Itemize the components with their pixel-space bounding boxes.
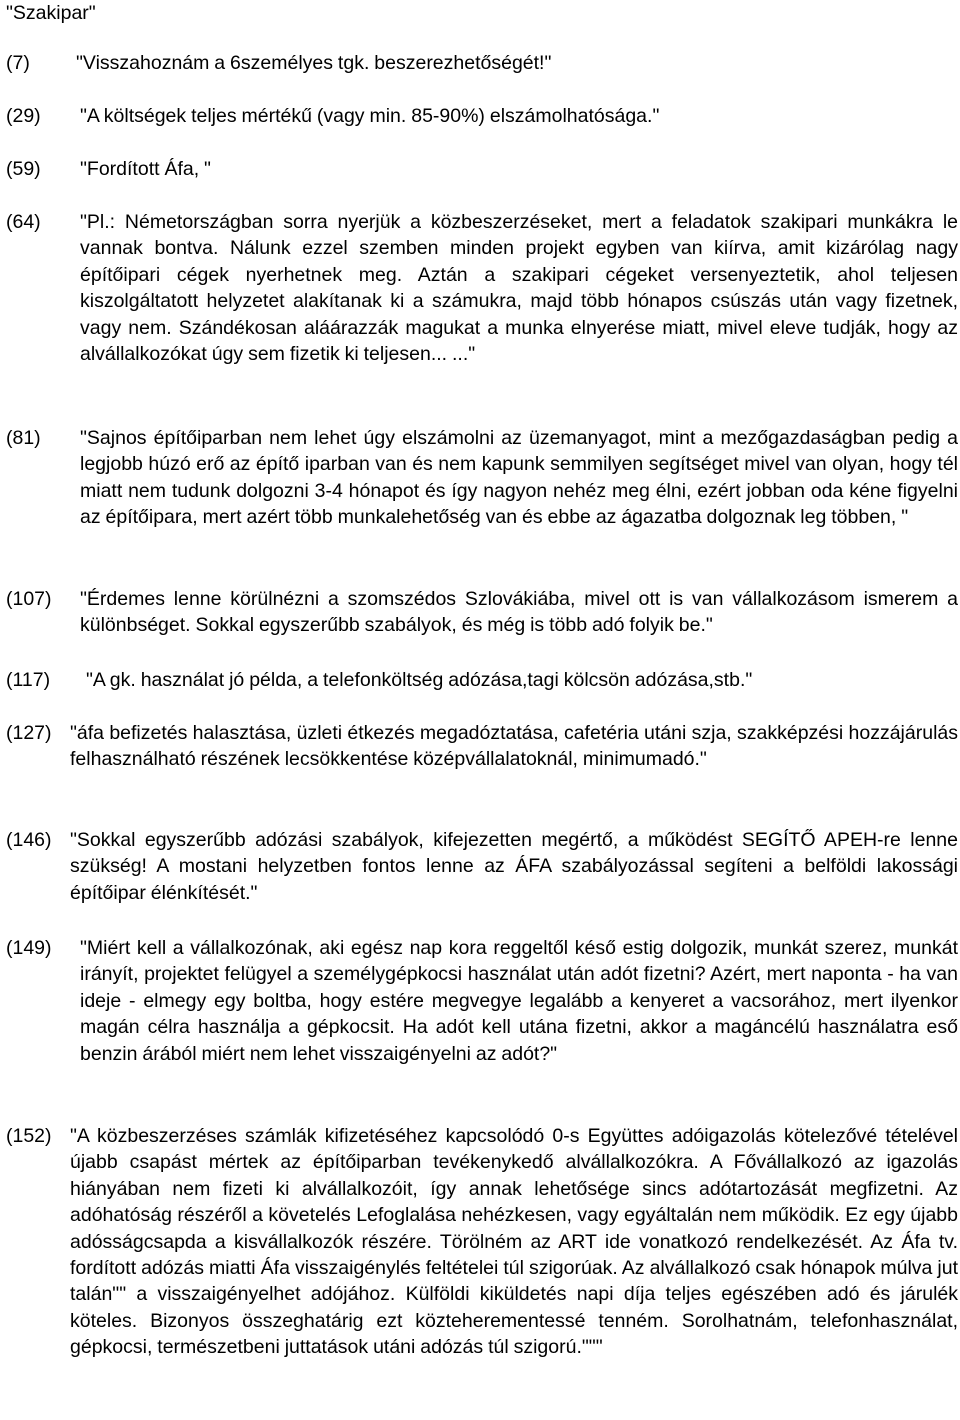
comment-number: (81) xyxy=(6,427,41,449)
comment-number: (107) xyxy=(6,588,52,610)
comment-text: "áfa befizetés halasztása, üzleti étkezés megadóztatása, cafetéria utáni szja, szakképzési hozzájárulás felhasználható részének lecsökkentése középvállalatoknál, minimumadó." xyxy=(70,722,958,771)
comment-text: "Visszahoznám a 6személyes tgk. beszerezhetőségét!" xyxy=(76,52,552,74)
comment-number: (64) xyxy=(6,211,41,233)
comment-text: "Sokkal egyszerűbb adózási szabályok, kifejezetten megértő, a működést SEGÍTŐ APEH-re lenne szükség! A mostani helyzetben fontos lenne az ÁFA szabályozással segíteni a belföldi lakossági építőipar élénkítését." xyxy=(70,829,958,904)
comment-number: (127) xyxy=(6,722,52,744)
comment-number: (7) xyxy=(6,52,30,74)
comment-number: (117) xyxy=(6,669,51,691)
comment-text: "A gk. használat jó példa, a telefonköltség adózása,tagi kölcsön adózása,stb." xyxy=(86,669,753,691)
comment-text: "Érdemes lenne körülnézni a szomszédos Szlovákiába, mivel ott is van vállalkozásom ismerem a különbséget. Sokkal egyszerűbb szabályok, és még is több adó folyik be." xyxy=(80,588,958,637)
comment-number: (29) xyxy=(6,105,41,127)
comment-number: (59) xyxy=(6,158,41,180)
comment-text: "A közbeszerzéses számlák kifizetéséhez kapcsolódó 0-s Együttes adóigazolás kötelezővé tételével újabb csapást mértek az építőiparban tevékenykedő alvállalkozókra. A Fővállalkozó az igazolás hiányában nem fizeti ki alvállalkozóit, így annak lehetősége sincs adótartozását megfizetni. Az adóhatóság részéről a követelés Lefoglalása nehézkesen, vagy egyáltalán nem működik. Ez egy újabb adósságcsapda a kisvállalkozók részére. Törölném az ART ide vonatkozó rendelkezését. Az Áfa tv. fordított adózás miatti Áfa visszaigénylés feltételei túl szigorúak. Az alvállalkozó csak hónapok múlva jut talán"" a visszaigényelhet adójához. Külföldi kiküldetés napi díja teljes egészében adó és járulék köteles. Bizonyos összeghatárig ezt közteherementessé tenném. Sorolhatnám, telefonhasználat, gépkocsi, természetbeni juttatások utáni adózás túl szigorú.""" xyxy=(70,1125,958,1359)
comment-text: "Fordított Áfa, " xyxy=(80,158,211,180)
document-heading: "Szakipar" xyxy=(6,2,96,24)
comment-text: "Miért kell a vállalkozónak, aki egész nap kora reggeltől késő estig dolgozik, munkát szerez, munkát irányít, projektet felügyel a személygépkocsi használat után adót fizetni? Azért, mert naponta - ha van ideje - elmegy egy boltba, hogy estére megvegye legalább a kenyeret a vacsorához, mert ilyenkor magán célra használja a gépkocsit. Ha adót kell utána fizetni, akkor a magáncélú használatra eső benzin árából miért nem lehet visszaigényelni az adót?" xyxy=(80,937,958,1065)
comment-number: (152) xyxy=(6,1125,52,1147)
comment-number: (149) xyxy=(6,937,52,959)
comment-text: "A költségek teljes mértékű (vagy min. 85-90%) elszámolhatósága." xyxy=(80,105,660,127)
comment-text: "Pl.: Németországban sorra nyerjük a közbeszerzéseket, mert a feladatok szakipari munkákra le vannak bontva. Nálunk ezzel szemben minden projekt egyben van kiírva, amit kizárólag nagy építőipari cégek nyerhetnek meg. Aztán a szakipari cégeket versenyeztetik, ahol teljesen kiszolgáltatott helyzetet alakítanak ki a számukra, majd több hónapos csúszás után vagy fizetnek, vagy nem. Szándékosan aláárazzák magukat a munka elnyerése miatt, mivel eleve tudják, hogy az alvállalkozókat úgy sem fizetik ki teljesen... ..." xyxy=(80,211,958,366)
comment-text: "Sajnos építőiparban nem lehet úgy elszámolni az üzemanyagot, mint a mezőgazdaságban pedig a legjobb húzó erő az építő iparban van és nem kapunk semmilyen segítséget mivel van olyan, hogy tél miatt nem tudunk dolgozni 3-4 hónapot és így nagyon nehéz meg élni, ezért jobban oda kéne figyelni az építőipara, mert azért több munkalehetőség van és ebbe az ágazatba dolgoznak leg többen, " xyxy=(80,427,958,529)
comment-number: (146) xyxy=(6,829,52,851)
